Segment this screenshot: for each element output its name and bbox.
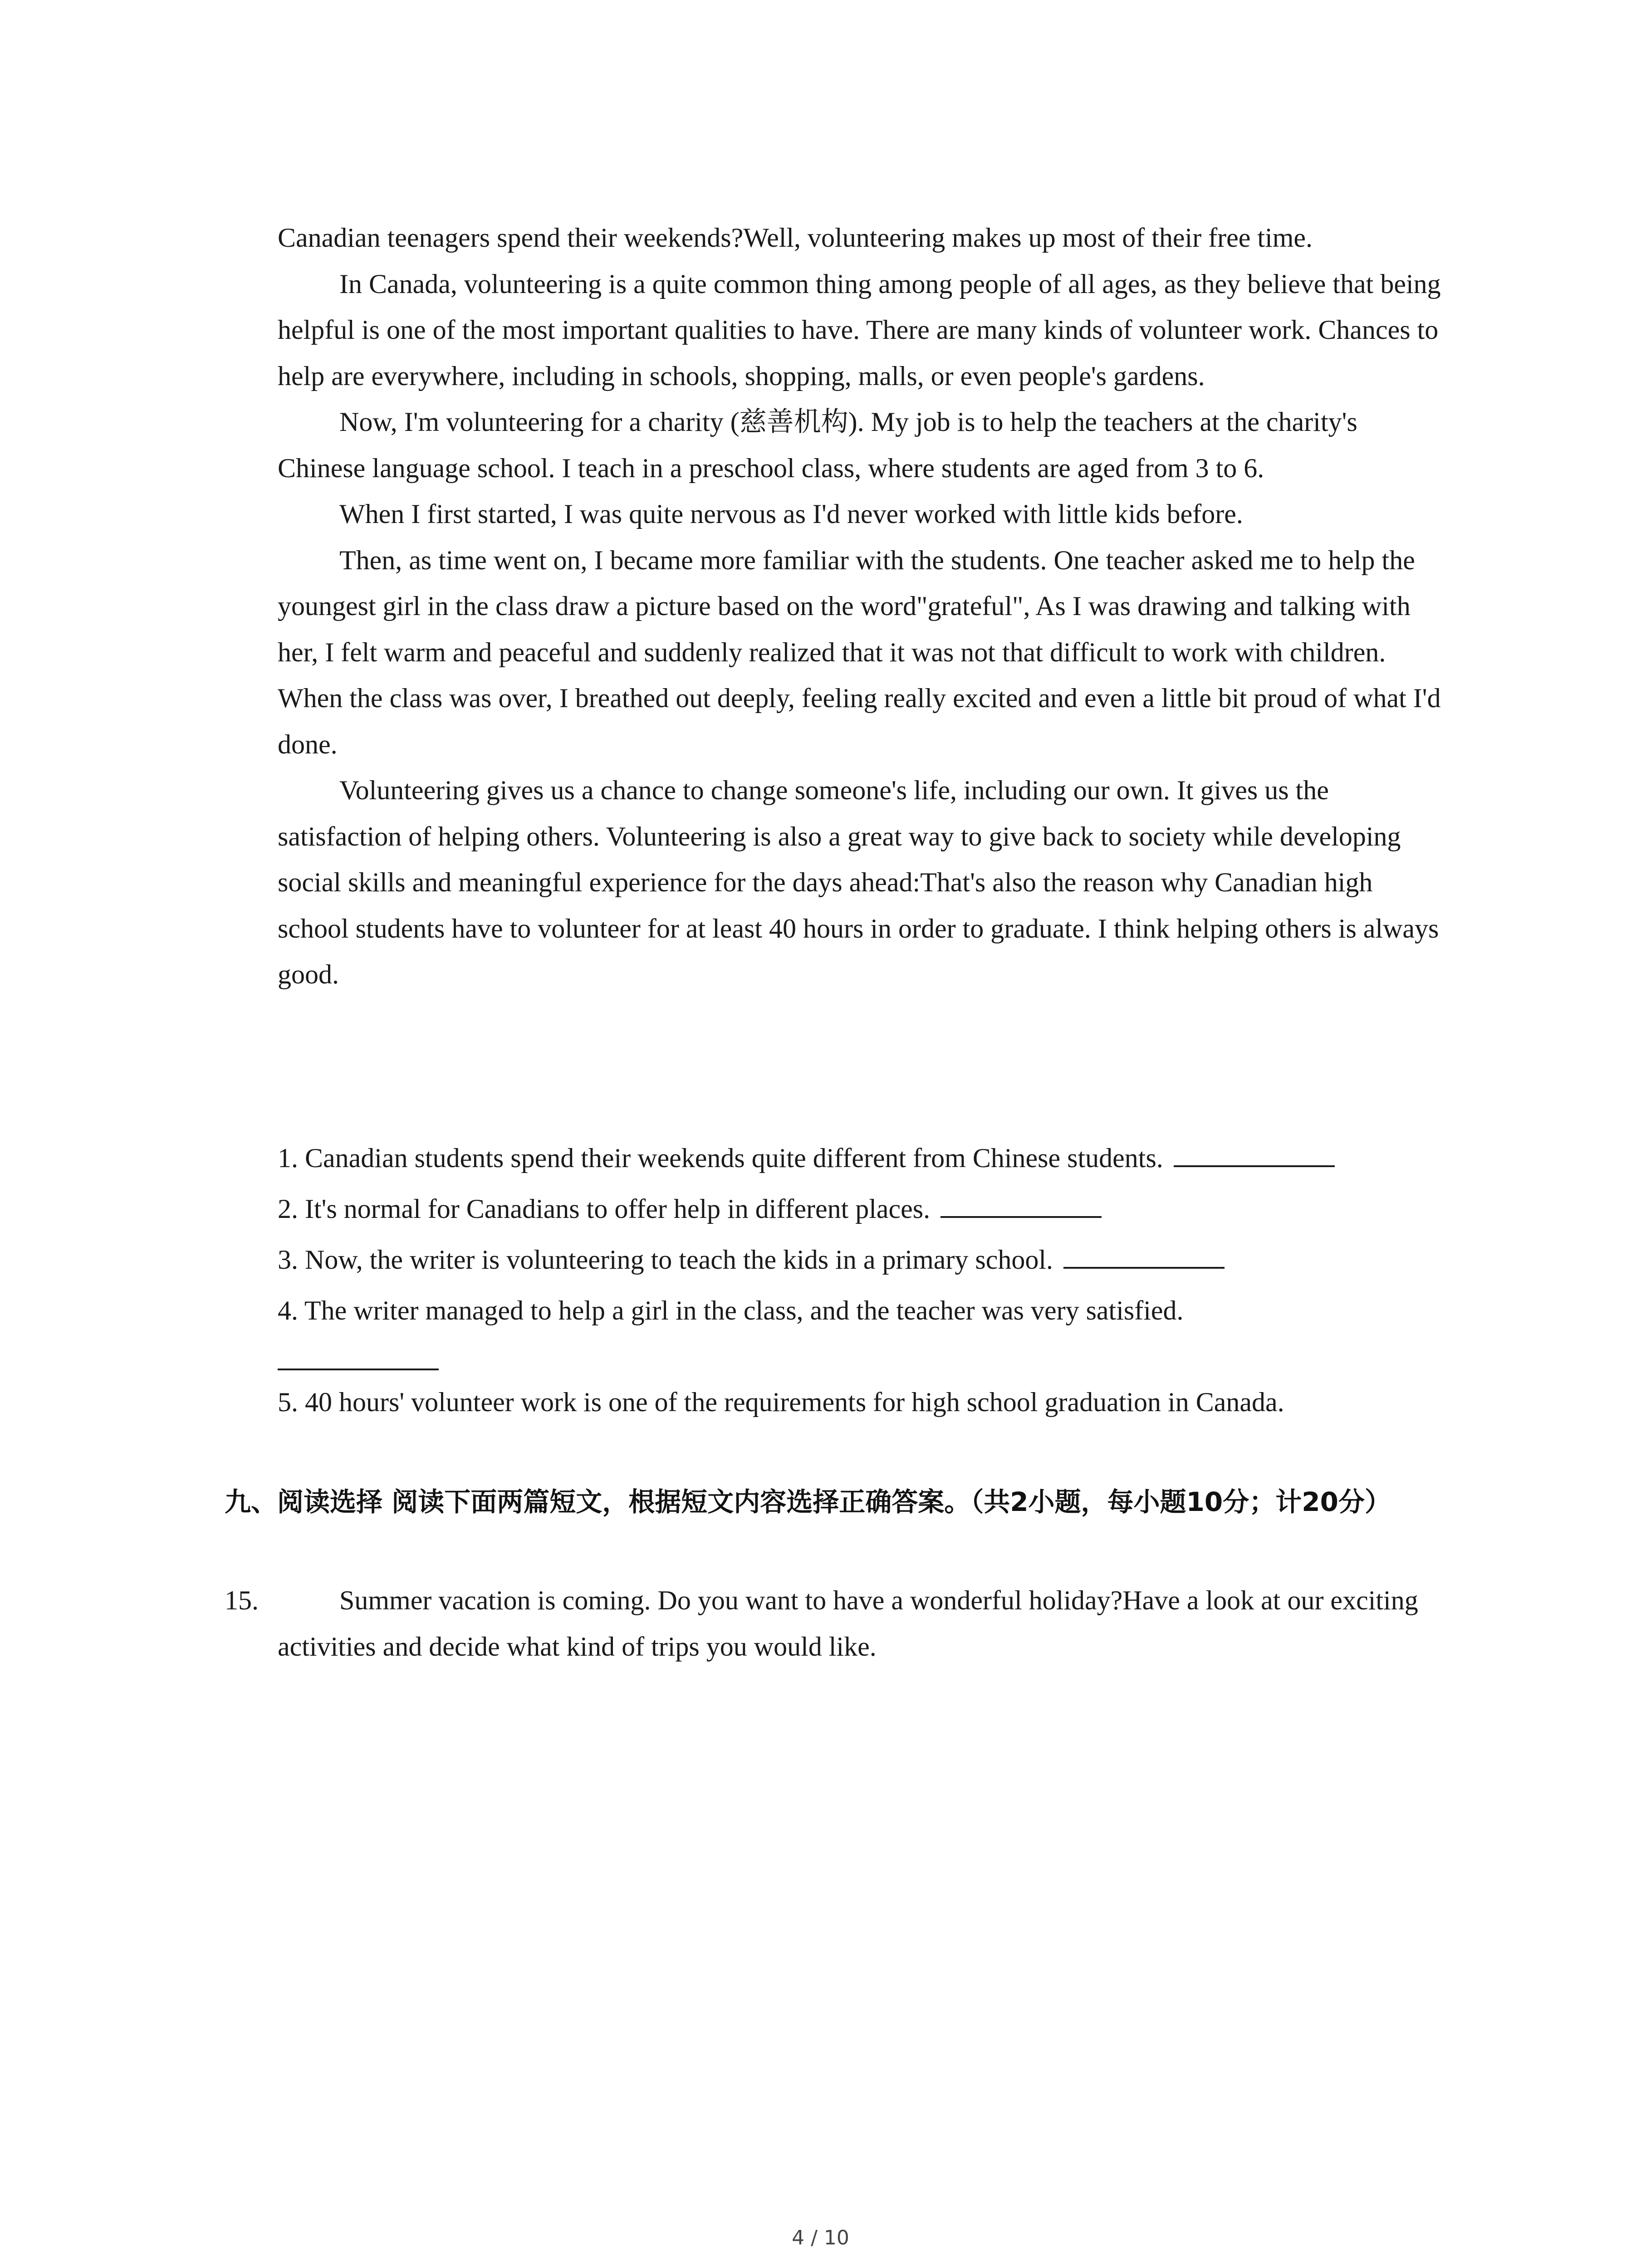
question-4 (278, 1285, 1480, 1336)
question-4-text: 4. The writer managed to help a girl in the class, and the teacher was very satisfied. (278, 1295, 1184, 1325)
passage-paragraph-5: Then, as time went on, I became more familiar with the students. One teacher asked me to help the youngest girl in the class draw a picture based on the word"grateful", As I was drawing and talking with her, I felt warm and peaceful and suddenly realized that it was not that difficult to work with children. When the class was over, I breathed out deeply, feeling really excited and even a little bit proud of what I'd done. (278, 545, 1441, 759)
question-4-blank-row (278, 1336, 1480, 1377)
answer-blank-4[interactable] (278, 1337, 439, 1370)
question-1-text: 1. Canadian students spend their weekends quite different from Chinese students. (278, 1143, 1163, 1173)
answer-blank-3[interactable] (1063, 1235, 1225, 1269)
passage-paragraph-4: When I first started, I was quite nervous as I'd never worked with little kids before. (339, 499, 1243, 529)
question-5 (278, 1377, 1480, 1427)
question-2 (278, 1183, 1480, 1234)
reading-passage (278, 215, 1448, 998)
question-5-text: 5. 40 hours' volunteer work is one of the requirements for high school graduation in Canada. (278, 1387, 1284, 1417)
question-3 (278, 1234, 1480, 1285)
question-15-text: Summer vacation is coming. Do you want to have a wonderful holiday?Have a look at our exciting activities and decide what kind of trips you would like. (278, 1585, 1418, 1662)
answer-blank-1[interactable] (1174, 1134, 1335, 1167)
question-3-text: 3. Now, the writer is volunteering to teach the kids in a primary school. (278, 1245, 1053, 1275)
passage-paragraph-1: Canadian teenagers spend their weekends?Well, volunteering makes up most of their free time. (278, 223, 1313, 253)
passage-paragraph-3: Now, I'm volunteering for a charity (慈善机构). My job is to help the teachers at the charity's Chinese language school. I teach in a preschool class, where students are aged from 3 to 6. (278, 407, 1357, 483)
true-false-questions (278, 1133, 1480, 1427)
passage-paragraph-6: Volunteering gives us a chance to change someone's life, including our own. It gives us the satisfaction of helping others. Volunteering is also a great way to give back to society while developing social skills and meaningful experience for the days ahead:That's also the reason why Canadian high school students have to volunteer for at least 40 hours in order to graduate. I think helping others is always good. (278, 775, 1439, 989)
question-2-text: 2. It's normal for Canadians to offer help in different places. (278, 1194, 931, 1224)
answer-blank-2[interactable] (941, 1184, 1102, 1218)
question-1 (278, 1133, 1480, 1183)
question-15-number: 15. (225, 1585, 259, 1615)
section-heading: 九、阅读选择 阅读下面两篇短文，根据短文内容选择正确答案。（共2小题，每小题10分；计20分） (225, 1486, 1391, 1517)
passage-paragraph-2: In Canada, volunteering is a quite common thing among people of all ages, as they believe that being helpful is one of the most important qualities to have. There are many kinds of volunteer work. Chances to help are everywhere, including in schools, shopping, malls, or even people's gardens. (278, 269, 1441, 391)
page-number: 4 / 10 (792, 2226, 849, 2249)
